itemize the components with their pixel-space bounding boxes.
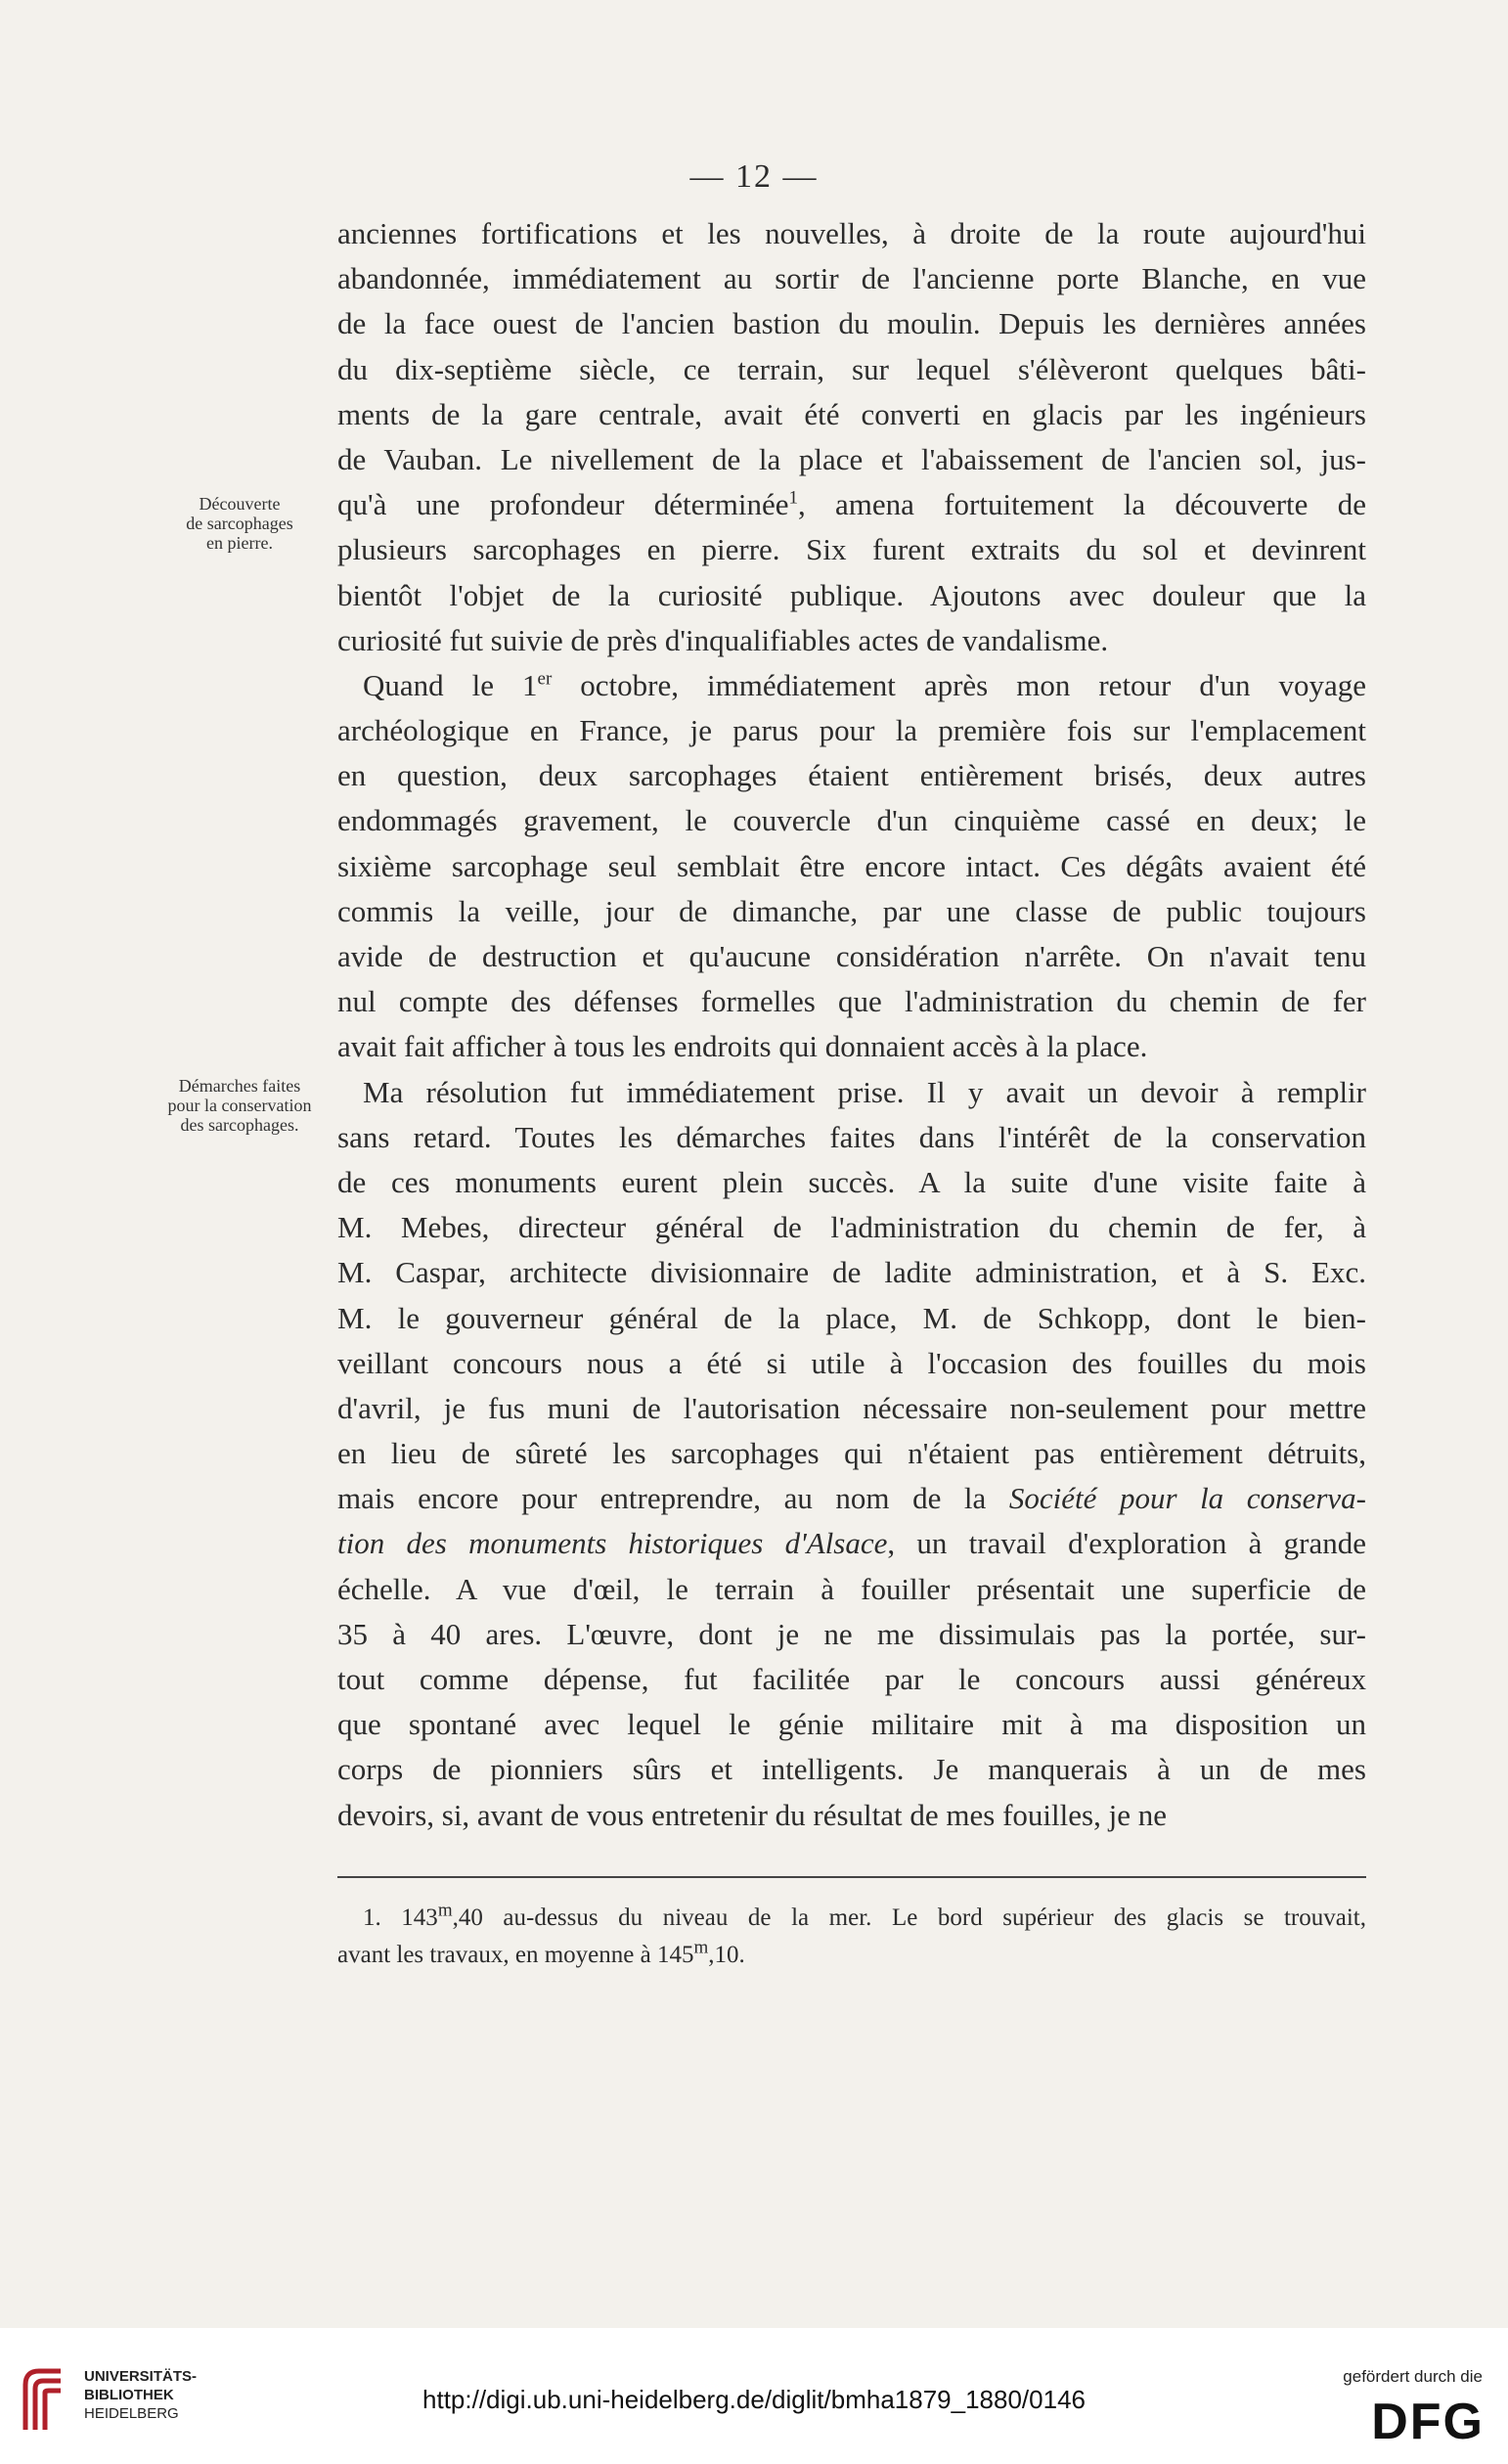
text-line: tout comme dépense, fut facilitée par le concours aussi généreux — [337, 1662, 1366, 1696]
footnote-rule — [337, 1876, 1366, 1878]
text-line: plusieurs sarcophages en pierre. Six furent extraits du sol et devinrent — [337, 532, 1366, 567]
text-line: de la face ouest de l'ancien bastion du moulin. Depuis les dernières années — [337, 306, 1366, 341]
text-line: 35 à 40 ares. L'œuvre, dont je ne me dissimulais pas la portée, sur- — [337, 1616, 1366, 1651]
margin-note-line: des sarcophages. — [180, 1115, 299, 1135]
text-line: que spontané avec lequel le génie militaire mit à ma disposition un — [337, 1707, 1366, 1742]
text-line: devoirs, si, avant de vous entretenir du résultat de mes fouilles, je ne — [337, 1797, 1167, 1832]
text-line: en question, deux sarcophages étaient entièrement brisés, deux autres — [337, 758, 1366, 793]
text-line: en lieu de sûreté les sarcophages qui n'étaient pas entièrement détruits, — [337, 1436, 1366, 1471]
text-line: avide de destruction et qu'aucune considération n'arrête. On n'avait tenu — [337, 939, 1366, 973]
text-line: M. Mebes, directeur général de l'administration du chemin de fer, à — [337, 1210, 1366, 1245]
margin-note-line: en pierre. — [206, 533, 273, 553]
text-line: veillant concours nous a été si utile à l'occasion des fouilles du mois — [337, 1345, 1366, 1380]
library-name-line: HEIDELBERG — [84, 2405, 179, 2422]
text-line: curiosité fut suivie de près d'inqualifiables actes de vandalisme. — [337, 622, 1109, 657]
footnote-line: 1. 143$^m$,40 au-dessus du niveau de la mer. Le bord supérieur des glacis se trouvait, — [363, 1900, 1366, 1931]
text-line: sixième sarcophage seul semblait être encore intact. Ces dégâts avaient été — [337, 848, 1366, 883]
text-line: M. Caspar, architecte divisionnaire de ladite administration, et à S. Exc. — [337, 1255, 1366, 1290]
text-line: endommagés gravement, le couvercle d'un cinquième cassé en deux; le — [337, 803, 1366, 838]
margin-note-line: de sarcophages — [186, 514, 293, 533]
margin-note-line: Découverte — [199, 494, 281, 514]
text-line: sans retard. Toutes les démarches faites dans l'intérêt de la conservation — [337, 1119, 1366, 1154]
margin-note-line: Démarches faites — [178, 1076, 301, 1096]
margin-note-discovery — [147, 494, 333, 553]
text-line: de Vauban. Le nivellement de la place et l'abaissement de l'ancien sol, jus- — [337, 441, 1366, 476]
text-line: avait fait afficher à tous les endroits qui donnaient accès à la place. — [337, 1029, 1148, 1064]
margin-note-line: pour la conservation — [167, 1096, 312, 1115]
text-line: échelle. A vue d'œil, le terrain à fouiller présentait une superficie de — [337, 1571, 1366, 1606]
footnote-line: avant les travaux, en moyenne à 145$^m$,10. — [337, 1937, 745, 1968]
library-name-line: UNIVERSITÄTS- — [84, 2368, 198, 2385]
body-text — [337, 211, 1366, 1838]
margin-note-steps — [147, 1076, 333, 1135]
text-line: qu'à une profondeur déterminée$^1$, amena fortuitement la découverte de — [337, 487, 1366, 522]
funder-label: gefördert durch die — [1343, 2367, 1483, 2386]
text-line: archéologique en France, je parus pour la première fois sur l'emplacement — [337, 713, 1366, 748]
text-line: commis la veille, jour de dimanche, par une classe de public toujours — [337, 893, 1366, 928]
text-line: M. le gouverneur général de la place, M. de Schkopp, dont le bien- — [337, 1300, 1366, 1335]
text-line: du dix-septième siècle, ce terrain, sur lequel s'élèveront quelques bâti- — [337, 351, 1366, 386]
funder-logo: DFG — [1371, 2394, 1485, 2450]
text-line: Quand le 1er octobre, immédiatement après mon retour d'un voyage — [363, 667, 1366, 702]
footnote — [337, 1900, 1366, 1974]
text-line: nul compte des défenses formelles que l'administration du chemin de fer — [337, 984, 1366, 1019]
text-line: mais encore pour entreprendre, au nom de la Société pour la conserva- — [337, 1481, 1366, 1516]
text-line: abandonnée, immédiatement au sortir de l'ancienne porte Blanche, en vue — [337, 261, 1366, 296]
text-line: anciennes fortifications et les nouvelles, à droite de la route aujourd'hui — [337, 216, 1366, 250]
page-number: — 12 — — [689, 158, 819, 195]
text-line: Ma résolution fut immédiatement prise. Il y avait un devoir à remplir — [363, 1074, 1366, 1109]
text-line: ments de la gare centrale, avait été converti en glacis par les ingénieurs — [337, 396, 1366, 431]
text-line: d'avril, je fus muni de l'autorisation nécessaire non-seulement pour mettre — [337, 1390, 1366, 1425]
text-line: bientôt l'objet de la curiosité publique. Ajoutons avec douleur que la — [337, 577, 1366, 612]
library-name-line: BIBLIOTHEK — [84, 2387, 174, 2403]
text-line: corps de pionniers sûrs et intelligents. Je manquerais à un de mes — [337, 1752, 1366, 1787]
text-line: tion des monuments historiques d'Alsace, un travail d'exploration à grande — [337, 1526, 1366, 1561]
digitization-footer — [0, 2328, 1508, 2464]
text-line: de ces monuments eurent plein succès. A la suite d'une visite faite à — [337, 1164, 1366, 1199]
source-url-link[interactable]: http://digi.ub.uni-heidelberg.de/diglit/bmha1879_1880/0146 — [422, 2385, 1086, 2414]
